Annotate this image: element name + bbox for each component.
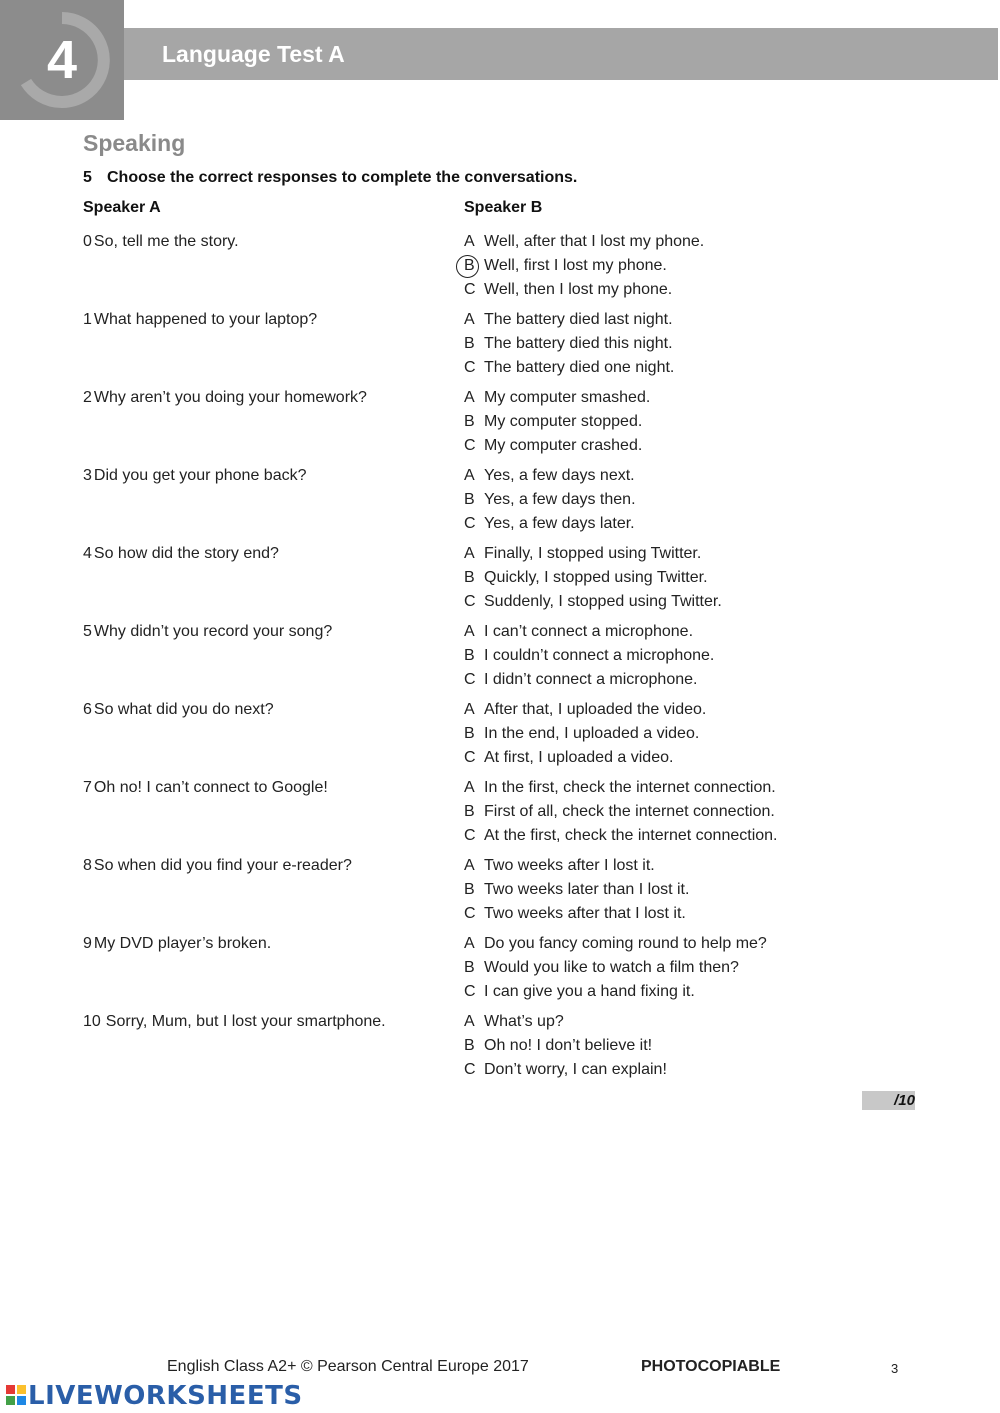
question-number: 1	[83, 311, 92, 328]
option-text: Oh no! I don’t believe it!	[484, 1037, 653, 1054]
answer-option[interactable]	[464, 410, 642, 434]
question-number: 8	[83, 857, 92, 874]
option-letter: C	[464, 515, 476, 532]
option-letter: C	[464, 359, 476, 376]
question-text: What happened to your laptop?	[93, 311, 318, 328]
option-letter: C	[464, 671, 476, 688]
option-text: Two weeks later than I lost it.	[484, 881, 690, 898]
question-number: 5	[83, 623, 92, 640]
answer-option[interactable]	[464, 278, 672, 302]
option-text: Don’t worry, I can explain!	[484, 1061, 667, 1078]
option-text: In the end, I uploaded a video.	[484, 725, 700, 742]
question-number: 10	[83, 1013, 101, 1030]
task-instruction	[83, 169, 577, 187]
question-number: 2	[83, 389, 92, 406]
option-letter: C	[464, 905, 476, 922]
instruction-text: Choose the correct responses to complete the conversations.	[107, 169, 578, 186]
option-text: I can give you a hand fixing it.	[484, 983, 695, 1000]
page-title: Language Test A	[162, 41, 345, 67]
option-letter: B	[464, 803, 475, 820]
option-text: Quickly, I stopped using Twitter.	[484, 569, 708, 586]
question-text: My DVD player’s broken.	[93, 935, 272, 952]
question-number: 0	[83, 233, 92, 250]
task-number: 5	[83, 169, 92, 186]
option-text: I couldn’t connect a microphone.	[484, 647, 715, 664]
answer-option[interactable]	[464, 230, 704, 254]
answer-option[interactable]	[464, 644, 714, 668]
option-text: The battery died last night.	[484, 311, 673, 328]
option-text: Finally, I stopped using Twitter.	[484, 545, 702, 562]
answer-option[interactable]	[464, 620, 693, 644]
option-letter: B	[464, 959, 475, 976]
question-text: So, tell me the story.	[93, 233, 239, 250]
option-letter: C	[464, 827, 476, 844]
option-text: The battery died one night.	[484, 359, 675, 376]
option-text: What’s up?	[484, 1013, 564, 1030]
option-letter: C	[464, 437, 476, 454]
option-letter: A	[464, 623, 475, 640]
speaker-a-line	[83, 1010, 386, 1034]
answer-option[interactable]	[464, 668, 697, 692]
speaker-b-header: Speaker B	[464, 199, 543, 216]
answer-option[interactable]	[464, 566, 708, 590]
option-text: After that, I uploaded the video.	[484, 701, 707, 718]
title-bar	[124, 28, 998, 80]
option-letter: B	[464, 881, 475, 898]
score-box	[862, 1091, 915, 1110]
question-text: Why didn’t you record your song?	[93, 623, 333, 640]
liveworksheets-wordmark: LIVEWORKSHEETS	[28, 1381, 303, 1411]
unit-badge	[0, 0, 124, 120]
option-text: At first, I uploaded a video.	[484, 749, 674, 766]
answer-option[interactable]	[464, 464, 635, 488]
answer-option[interactable]	[464, 776, 776, 800]
answer-option[interactable]	[464, 824, 778, 848]
footer-photocopiable: PHOTOCOPIABLE	[641, 1358, 781, 1375]
speaker-a-line	[83, 620, 332, 644]
question-text: Oh no! I can’t connect to Google!	[93, 779, 328, 796]
option-letter: A	[464, 467, 475, 484]
answer-option[interactable]	[464, 722, 699, 746]
option-letter: A	[464, 857, 475, 874]
option-letter: A	[464, 779, 475, 796]
speaker-a-line	[83, 932, 271, 956]
answer-option[interactable]	[464, 698, 706, 722]
answer-option[interactable]	[464, 854, 655, 878]
option-letter: B	[464, 647, 475, 664]
liveworksheets-icon	[6, 1385, 26, 1405]
option-text: Would you like to watch a film then?	[484, 959, 739, 976]
option-text: First of all, check the internet connection.	[484, 803, 775, 820]
option-letter: C	[464, 983, 476, 1000]
option-letter: A	[464, 935, 475, 952]
question-text: So when did you find your e-reader?	[93, 857, 352, 874]
question-text: Did you get your phone back?	[93, 467, 307, 484]
option-letter: B	[464, 413, 475, 430]
speaker-a-line	[83, 776, 328, 800]
page-number: 3	[891, 1361, 899, 1376]
option-letter: B	[464, 335, 475, 352]
option-letter: A	[464, 1013, 475, 1030]
speaker-a-line	[83, 542, 279, 566]
option-text: Well, first I lost my phone.	[484, 257, 667, 274]
option-text: My computer crashed.	[484, 437, 643, 454]
answer-option[interactable]	[464, 1058, 667, 1082]
speaker-a-line	[83, 464, 307, 488]
option-text: Well, then I lost my phone.	[484, 281, 673, 298]
question-text: So how did the story end?	[93, 545, 279, 562]
option-text: The battery died this night.	[484, 335, 673, 352]
answer-option[interactable]	[464, 746, 673, 770]
answer-option[interactable]	[464, 800, 775, 824]
option-text: Two weeks after that I lost it.	[484, 905, 686, 922]
answer-option[interactable]	[464, 434, 642, 458]
answer-option[interactable]	[464, 356, 674, 380]
question-text: Sorry, Mum, but I lost your smartphone.	[105, 1013, 386, 1030]
option-letter: B	[464, 569, 475, 586]
option-letter: A	[464, 545, 475, 562]
answer-option[interactable]	[464, 308, 673, 332]
answer-option[interactable]	[464, 932, 767, 956]
answer-option[interactable]	[464, 512, 635, 536]
option-text: In the first, check the internet connection.	[484, 779, 776, 796]
speaker-a-header: Speaker A	[83, 199, 161, 216]
answer-option[interactable]	[464, 956, 739, 980]
option-letter: A	[464, 701, 475, 718]
question-number: 4	[83, 545, 92, 562]
option-text: At the first, check the internet connection.	[484, 827, 778, 844]
answer-option[interactable]	[464, 878, 689, 902]
speaker-a-line	[83, 386, 367, 410]
option-letter: C	[464, 1061, 476, 1078]
question-number: 7	[83, 779, 92, 796]
option-letter: A	[464, 311, 475, 328]
score-total: /10	[894, 1092, 915, 1109]
option-letter-selected: B	[464, 254, 484, 278]
answer-option[interactable]	[464, 902, 686, 926]
question-number: 3	[83, 467, 92, 484]
speaker-a-line	[83, 698, 274, 722]
answer-option[interactable]	[464, 386, 650, 410]
option-text: I can’t connect a microphone.	[484, 623, 694, 640]
answer-option[interactable]	[464, 1010, 564, 1034]
option-text: Well, after that I lost my phone.	[484, 233, 705, 250]
question-text: So what did you do next?	[93, 701, 274, 718]
option-text: Do you fancy coming round to help me?	[484, 935, 767, 952]
speaker-a-line	[83, 230, 239, 254]
section-heading: Speaking	[83, 130, 186, 156]
speaker-a-line	[83, 854, 352, 878]
option-letter: B	[464, 491, 475, 508]
question-text: Why aren’t you doing your homework?	[93, 389, 367, 406]
answer-option[interactable]	[464, 542, 701, 566]
option-text: Yes, a few days later.	[484, 515, 635, 532]
option-text: I didn’t connect a microphone.	[484, 671, 698, 688]
question-number: 6	[83, 701, 92, 718]
option-text: Suddenly, I stopped using Twitter.	[484, 593, 722, 610]
answer-option[interactable]	[464, 590, 722, 614]
answer-option[interactable]	[464, 254, 667, 278]
option-letter: C	[464, 749, 476, 766]
option-letter: B	[464, 1037, 475, 1054]
option-letter: A	[464, 389, 475, 406]
option-letter: C	[464, 281, 476, 298]
option-letter: B	[464, 725, 475, 742]
option-text: My computer smashed.	[484, 389, 651, 406]
unit-number: 4	[46, 30, 78, 90]
question-number: 9	[83, 935, 92, 952]
speaker-a-line	[83, 308, 317, 332]
option-letter: A	[464, 233, 475, 250]
option-text: My computer stopped.	[484, 413, 643, 430]
answer-option[interactable]	[464, 488, 636, 512]
option-text: Yes, a few days next.	[484, 467, 635, 484]
option-text: Yes, a few days then.	[484, 491, 636, 508]
answer-option[interactable]	[464, 1034, 652, 1058]
footer-copyright: English Class A2+ © Pearson Central Europe 2017	[167, 1358, 529, 1375]
option-text: Two weeks after I lost it.	[484, 857, 655, 874]
answer-option[interactable]	[464, 980, 695, 1004]
option-letter: C	[464, 593, 476, 610]
answer-option[interactable]	[464, 332, 673, 356]
